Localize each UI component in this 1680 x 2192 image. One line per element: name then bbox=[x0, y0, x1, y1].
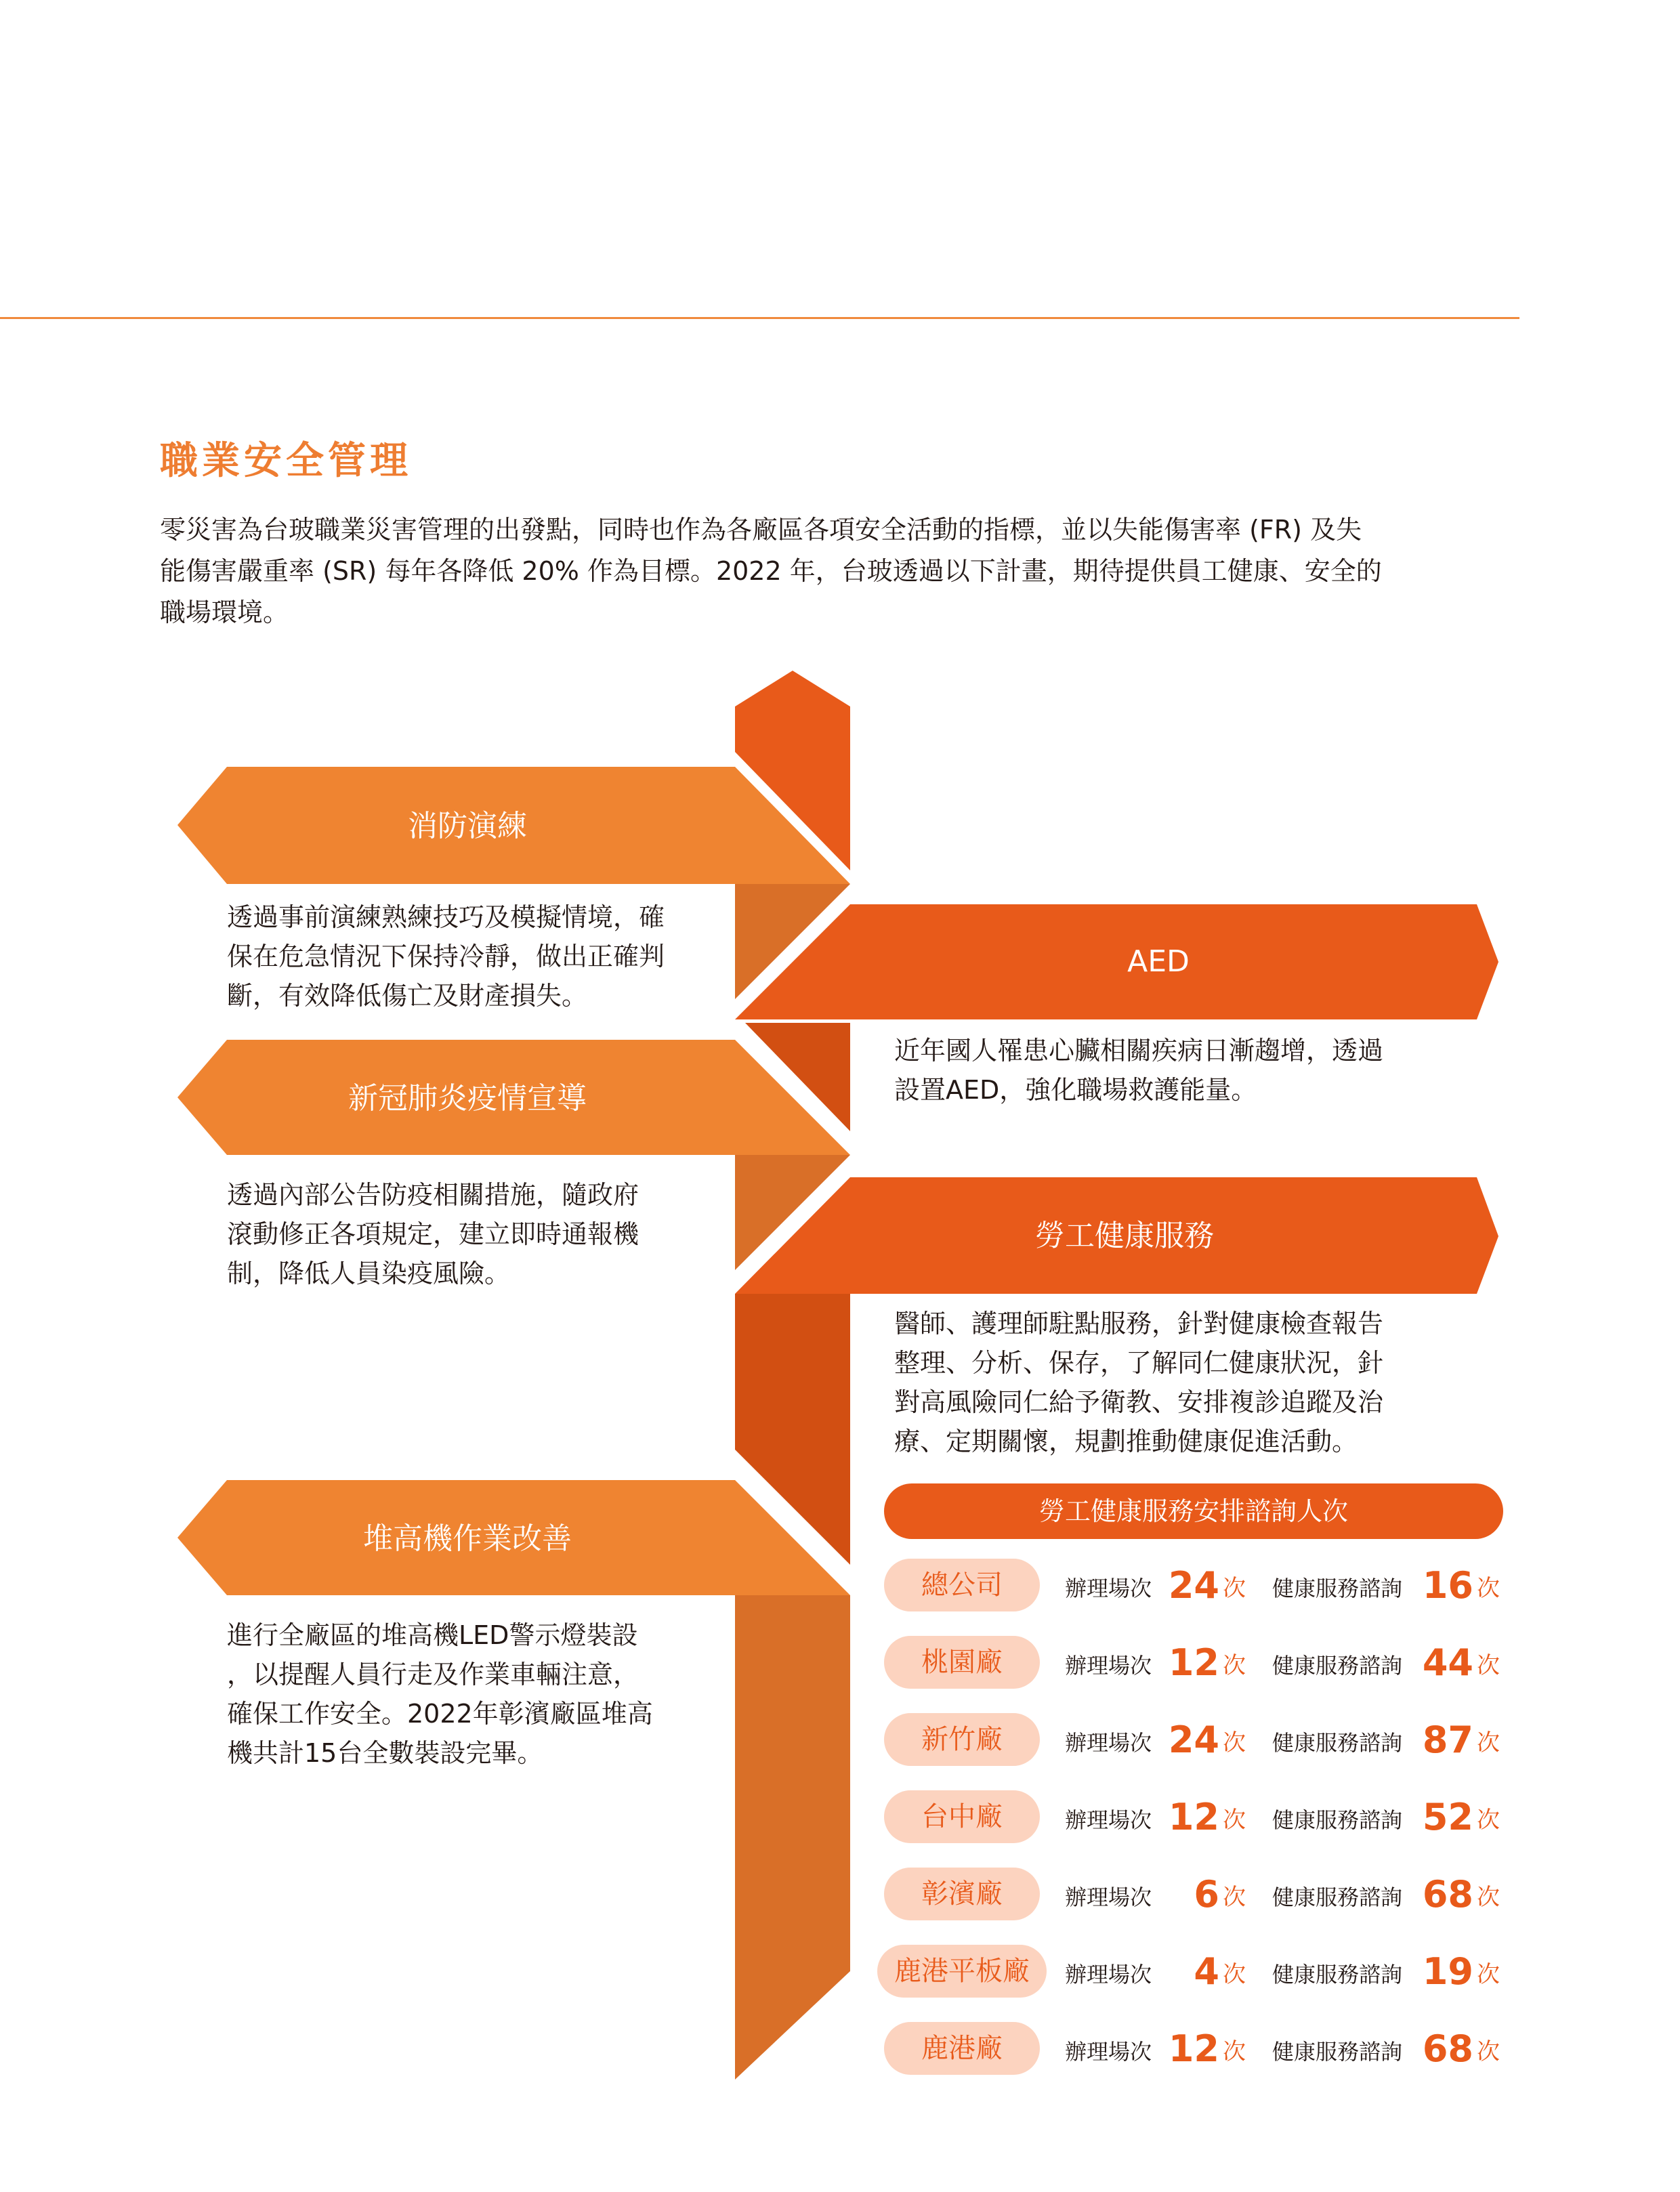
consult-label: 健康服務諮詢 bbox=[1272, 1884, 1403, 1910]
desc-line: 機共計15台全數裝設完畢。 bbox=[227, 1738, 543, 1768]
fire-drill-description bbox=[227, 898, 665, 1015]
sessions-label: 辦理場次 bbox=[1065, 2039, 1152, 2065]
sessions-label: 辦理場次 bbox=[1065, 1576, 1152, 1601]
consult-value: 44 bbox=[1422, 1641, 1473, 1684]
consult-value: 68 bbox=[1422, 2027, 1473, 2070]
sessions-unit: 次 bbox=[1223, 1961, 1246, 1988]
consult-unit: 次 bbox=[1477, 1729, 1500, 1756]
site-label: 桃園廠 bbox=[884, 1636, 1040, 1689]
sessions-unit: 次 bbox=[1223, 1884, 1246, 1911]
sessions-unit: 次 bbox=[1223, 1652, 1246, 1679]
sessions-label: 辦理場次 bbox=[1065, 1730, 1152, 1756]
health-service-description bbox=[894, 1304, 1383, 1461]
desc-line: 透過內部公告防疫相關措施，隨政府 bbox=[227, 1180, 639, 1210]
sign-covid-label: 新冠肺炎疫情宣導 bbox=[348, 1081, 587, 1116]
consult-label: 健康服務諮詢 bbox=[1272, 1576, 1403, 1601]
desc-line: 醫師、護理師駐點服務，針對健康檢查報告 bbox=[894, 1309, 1384, 1339]
sign-health-service-label: 勞工健康服務 bbox=[1035, 1219, 1214, 1253]
desc-line: ，以提醒人員行走及作業車輛注意， bbox=[227, 1660, 639, 1689]
consult-value: 68 bbox=[1422, 1873, 1473, 1916]
consult-label: 健康服務諮詢 bbox=[1272, 1962, 1403, 1987]
desc-line: 確保工作安全。2022年彰濱廠區堆高 bbox=[227, 1699, 653, 1729]
desc-line: 制，降低人員染疫風險。 bbox=[227, 1259, 511, 1288]
sessions-value: 12 bbox=[1168, 1641, 1219, 1684]
forklift-description bbox=[227, 1616, 653, 1773]
covid-description bbox=[227, 1175, 639, 1293]
desc-line: 療、定期關懷，規劃推動健康促進活動。 bbox=[894, 1427, 1358, 1456]
sessions-value: 24 bbox=[1168, 1564, 1219, 1607]
desc-line: 滾動修正各項規定，建立即時通報機 bbox=[227, 1219, 639, 1249]
pole-bottom bbox=[735, 1595, 850, 2080]
consult-label: 健康服務諮詢 bbox=[1272, 2039, 1403, 2065]
consult-unit: 次 bbox=[1477, 1884, 1500, 1911]
sessions-unit: 次 bbox=[1223, 1807, 1246, 1834]
sessions-value: 24 bbox=[1168, 1719, 1219, 1761]
consult-unit: 次 bbox=[1477, 1961, 1500, 1988]
consult-label: 健康服務諮詢 bbox=[1272, 1730, 1403, 1756]
desc-line: 整理、分析、保存，了解同仁健康狀況，針 bbox=[894, 1348, 1384, 1378]
intro-line: 職場環境。 bbox=[160, 597, 289, 627]
consult-label: 健康服務諮詢 bbox=[1272, 1653, 1403, 1679]
sign-fire-drill-label: 消防演練 bbox=[408, 809, 527, 843]
sessions-label: 辦理場次 bbox=[1065, 1653, 1152, 1679]
consult-value: 16 bbox=[1422, 1564, 1473, 1607]
site-label: 台中廠 bbox=[884, 1790, 1040, 1843]
consult-unit: 次 bbox=[1477, 2038, 1500, 2065]
sessions-unit: 次 bbox=[1223, 1729, 1246, 1756]
desc-line: 透過事前演練熟練技巧及模擬情境，確 bbox=[227, 902, 665, 932]
sessions-value: 4 bbox=[1194, 1950, 1219, 1993]
sessions-unit: 次 bbox=[1223, 2038, 1246, 2065]
intro-line: 零災害為台玻職業災害管理的出發點，同時也作為各廠區各項安全活動的指標，並以失能傷害率 (FR) 及失 bbox=[160, 515, 1362, 545]
consult-unit: 次 bbox=[1477, 1575, 1500, 1602]
health-table-header: 勞工健康服務安排諮詢人次 bbox=[884, 1483, 1503, 1539]
desc-line: 保在危急情況下保持冷靜，做出正確判 bbox=[227, 942, 665, 971]
sessions-label: 辦理場次 bbox=[1065, 1884, 1152, 1910]
site-label: 鹿港廠 bbox=[884, 2022, 1040, 2075]
site-label: 新竹廠 bbox=[884, 1713, 1040, 1766]
sessions-value: 6 bbox=[1194, 1873, 1219, 1916]
desc-line: 斷，有效降低傷亡及財產損失。 bbox=[227, 981, 588, 1011]
desc-line: 近年國人罹患心臟相關疾病日漸趨增，透過 bbox=[894, 1036, 1384, 1066]
sessions-value: 12 bbox=[1168, 2027, 1219, 2070]
site-label: 彰濱廠 bbox=[884, 1868, 1040, 1920]
sessions-label: 辦理場次 bbox=[1065, 1807, 1152, 1833]
consult-unit: 次 bbox=[1477, 1652, 1500, 1679]
sessions-label: 辦理場次 bbox=[1065, 1962, 1152, 1987]
consult-value: 19 bbox=[1422, 1950, 1473, 1993]
consult-unit: 次 bbox=[1477, 1807, 1500, 1834]
desc-line: 進行全廠區的堆高機LED警示燈裝設 bbox=[227, 1620, 638, 1650]
aed-description bbox=[894, 1031, 1383, 1110]
sessions-value: 12 bbox=[1168, 1796, 1219, 1838]
section-title: 職業安全管理 bbox=[160, 439, 412, 483]
sign-forklift-label: 堆高機作業改善 bbox=[363, 1521, 572, 1556]
intro-line: 能傷害嚴重率 (SR) 每年各降低 20% 作為目標。2022 年，台玻透過以下計畫，期待提供員工健康、安全的 bbox=[160, 556, 1382, 586]
site-label: 總公司 bbox=[884, 1559, 1040, 1611]
consult-value: 52 bbox=[1422, 1796, 1473, 1838]
site-label: 鹿港平板廠 bbox=[877, 1945, 1047, 1998]
consult-value: 87 bbox=[1422, 1719, 1473, 1761]
consult-label: 健康服務諮詢 bbox=[1272, 1807, 1403, 1833]
sessions-unit: 次 bbox=[1223, 1575, 1246, 1602]
desc-line: 對高風險同仁給予衛教、安排複診追蹤及治 bbox=[894, 1387, 1384, 1417]
desc-line: 設置AED，強化職場救護能量。 bbox=[894, 1075, 1257, 1105]
sign-aed-label: AED bbox=[1127, 944, 1190, 979]
